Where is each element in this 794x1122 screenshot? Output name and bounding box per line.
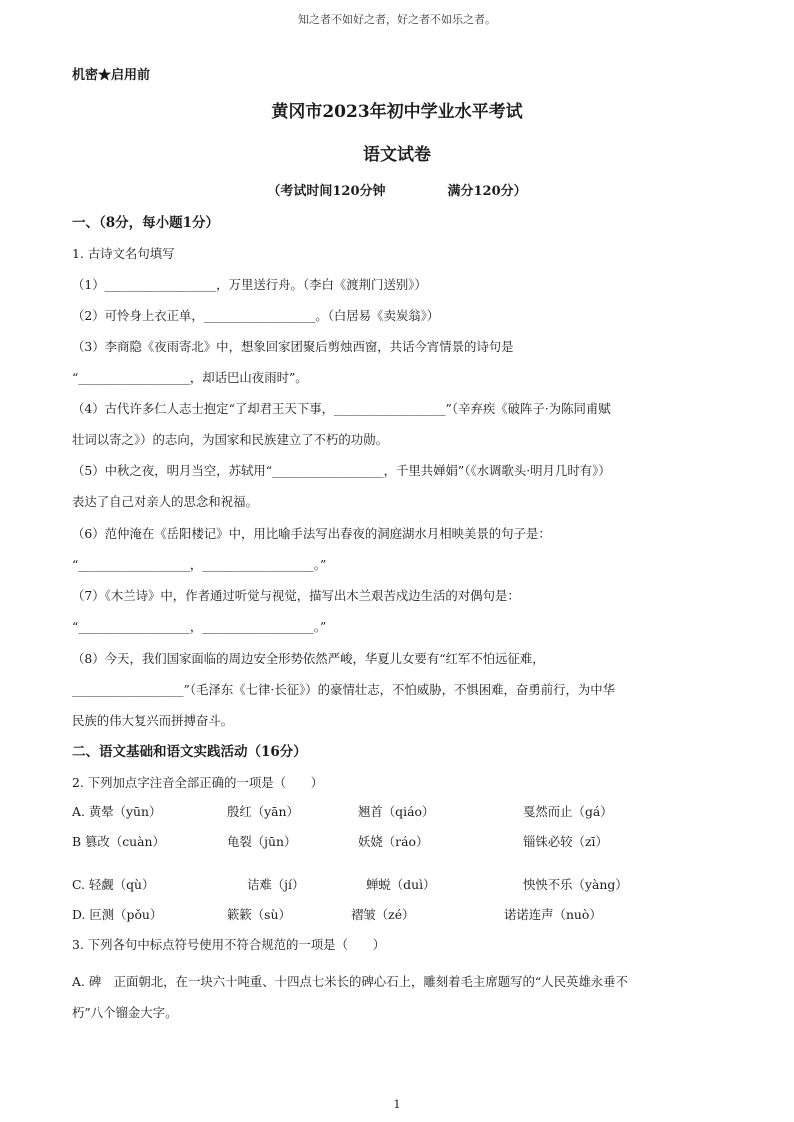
section-1-heading: 一、（8分，每小题1分） [72, 215, 220, 231]
page-number: 1 [393, 1098, 401, 1111]
q2-option: A. 黄晕（yūn） [72, 804, 162, 819]
section-2-heading: 二、语文基础和语文实践活动（16分） [72, 744, 307, 760]
q2-option: C. 轻觑（qù） [72, 877, 155, 892]
exam-meta [72, 184, 722, 200]
time-info: （考试时间120分钟 [267, 184, 386, 199]
q1-line: （1）__________________，万里送行舟。（李白《渡荆门送别》） [72, 277, 427, 292]
q1-line: （2）可怜身上衣正单，__________________。（白居易《卖炭翁》） [72, 308, 440, 323]
q2-option: 诘难（jí） [247, 877, 305, 892]
q2-option: 戛然而止（gá） [523, 804, 613, 819]
q1-line: （7）《木兰诗》中，作者通过听觉与视觉，描写出木兰艰苦戍边生活的对偶句是： [72, 588, 520, 603]
score-info: 满分120分） [447, 184, 527, 199]
question-2-title: 2. 下列加点字注音全部正确的一项是（ ） [72, 775, 324, 790]
q2-option: 诺诺连声（nuò） [504, 907, 602, 922]
q2-option: B 篡改（cuàn） [72, 834, 165, 849]
q1-line: （3）李商隐《夜雨寄北》中，想象回家团聚后剪烛西窗，共话今宵情景的诗句是 [72, 339, 514, 354]
q2-option: 簌簌（sù） [227, 907, 291, 922]
q1-line: （5）中秋之夜，明月当空，苏轼用“__________________，千里共婵娟”（《水调歌头·明月几时有》） [72, 463, 611, 478]
q1-line: 表达了自己对亲人的思念和祝福。 [72, 494, 258, 509]
q2-option: 翘首（qiáo） [358, 804, 435, 819]
q3-option-a-cont: 朽”八个镏金大字。 [72, 1005, 178, 1020]
q2-option: 锱铢必较（zī） [523, 834, 608, 849]
q1-line: “__________________，__________________。” [72, 557, 327, 572]
q1-line: 壮词以寄之》）的志向，为国家和民族建立了不朽的功勋。 [72, 432, 388, 447]
q2-option: 蝉蜕（duì） [366, 877, 436, 892]
page-title: 黄冈市2023年初中学业水平考试 [271, 102, 523, 122]
q2-option: 怏怏不乐（yàng） [523, 877, 628, 892]
q2-option: 褶皱（zé） [351, 907, 415, 922]
q1-line: （8）今天，我们国家面临的周边安全形势依然严峻，华夏儿女要有“红军不怕远征难， [72, 651, 545, 666]
page-subtitle: 语文试卷 [363, 145, 431, 165]
secret-mark: 机密★启用前 [72, 68, 151, 83]
q2-option: 妖娆（ráo） [358, 834, 429, 849]
q1-line: “__________________，却话巴山夜雨时”。 [72, 370, 308, 385]
q1-line: （6）范仲淹在《岳阳楼记》中，用比喻手法写出春夜的洞庭湖水月相映美景的句子是： [72, 526, 551, 541]
q2-option: 殷红（yān） [227, 804, 299, 819]
q1-line: 民族的伟大复兴而拼搏奋斗。 [72, 713, 234, 728]
q3-option-a: A. 碑 正面朝北，在一块六十吨重、十四点七米长的碑心石上，雕刻着毛主席题写的“人民英雄永垂不 [72, 974, 628, 989]
question-1-title: 1. 古诗文名句填写 [72, 246, 175, 261]
header-motto: 知之者不如好之者，好之者不如乐之者。 [298, 13, 496, 26]
q2-option: D. 叵测（pǒu） [72, 907, 163, 922]
q1-line: __________________”（毛泽东《七律·长征》）的豪情壮志，不怕威胁，不惧困难，奋勇前行，为中华 [72, 682, 616, 697]
q1-line: （4）古代许多仁人志士抱定“了却君王天下事，__________________”（辛弃疾《破阵子·为陈同甫赋 [72, 401, 611, 416]
q2-option: 龟裂（jūn） [227, 834, 297, 849]
q1-line: “__________________，__________________。” [72, 619, 327, 634]
question-3-title: 3. 下列各句中标点符号使用不符合规范的一项是（ ） [72, 937, 386, 952]
